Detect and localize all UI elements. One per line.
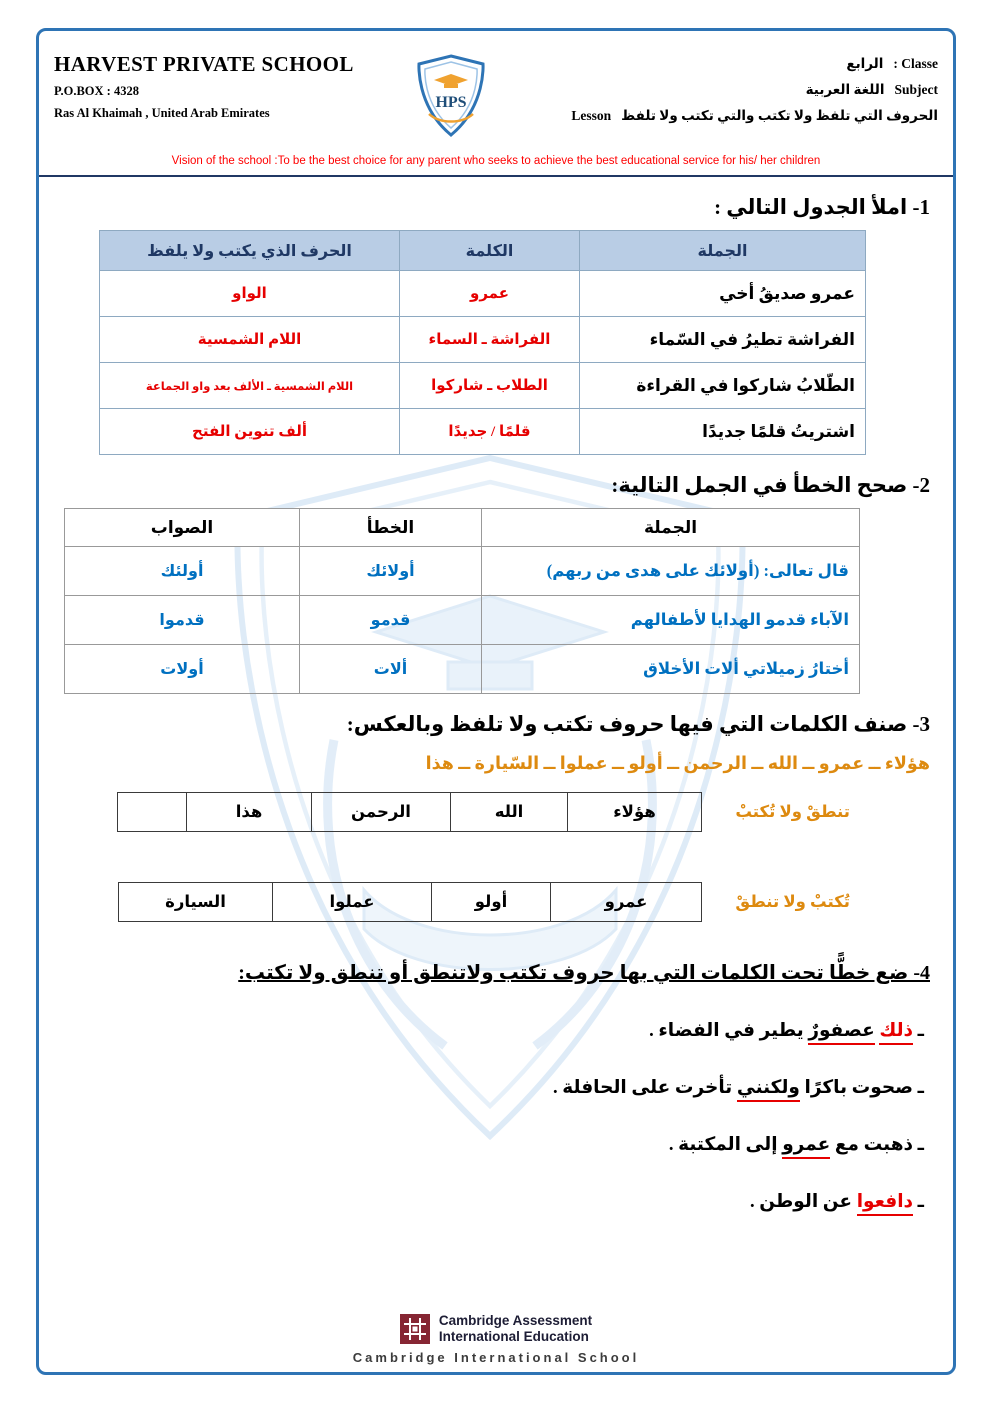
header-divider: [36, 175, 956, 177]
correction-table-header-row: [65, 509, 860, 547]
worksheet-body: [54, 195, 938, 1213]
fill-table-header-row: [100, 231, 866, 271]
section1-title: 1- املأ الجدول التالي :: [714, 195, 930, 219]
classification-cell: السيارة: [118, 882, 273, 922]
word-answer-cell: الفراشة ـ السماء: [400, 317, 580, 363]
word-bank: هؤلاء ــ عمرو ــ الله ــ الرحمن ــ أولو ــ عملوا ــ السّيارة ــ هذا: [425, 753, 930, 773]
letter-answer-cell: ألف تنوين الفتح: [100, 409, 400, 455]
correction-cell: قدموا: [65, 596, 300, 645]
fill-table-row: [100, 271, 866, 317]
sentence-cell: قال تعالى: (أولائك على هدى من ربهم): [482, 547, 860, 596]
sentence-cell: الفراشة تطيرُ في السّماء: [580, 317, 866, 363]
sentence-text: ـ: [913, 1192, 924, 1212]
classification-cell: الله: [450, 792, 568, 832]
fill-table-row: [100, 363, 866, 409]
correction-table-row: [65, 596, 860, 645]
school-pobox: P.O.BOX : 4328: [54, 84, 139, 98]
subject-value: اللغة العربية: [805, 82, 885, 97]
underlined-word: دافعوا: [857, 1192, 913, 1216]
pronounced-not-written-label: تنطقْ ولا تُكتبْ: [735, 802, 850, 821]
classification-cell: هذا: [186, 792, 312, 832]
correction-cell: أولات: [65, 645, 300, 694]
pronounced-not-written-row: [54, 792, 854, 832]
worksheet-content: [36, 28, 956, 1375]
correction-table-row: [65, 645, 860, 694]
letter-answer-cell: اللام الشمسية ـ الألف بعد واو الجماعة: [100, 363, 400, 409]
section4-title: 4- ضع خطًّا تحت الكلمات التي بها حروف تكتب ولاتنطق أو تنطق ولا تكتب:: [238, 962, 930, 984]
cambridge-line1: Cambridge Assessment: [438, 1312, 593, 1328]
subject-line: [538, 82, 938, 98]
section2-title: 2- صحح الخطأ في الجمل التالية:: [611, 473, 930, 497]
correction-table-column-header: الخطأ: [300, 509, 482, 547]
classification-cell: أولو: [431, 882, 551, 922]
word-answer-cell: عمرو: [400, 271, 580, 317]
fill-table-column-header: الجملة: [580, 231, 866, 271]
written-not-pronounced-cells: [118, 882, 702, 922]
classification-cell: عمرو: [550, 882, 702, 922]
sentence-text: تأخرت على الحافلة .: [553, 1078, 737, 1098]
fill-table-row: [100, 317, 866, 363]
fill-table: [99, 230, 866, 455]
sentence-text: عن الوطن .: [749, 1192, 857, 1212]
class-info: [538, 52, 938, 124]
fill-table-column-header: الكلمة: [400, 231, 580, 271]
school-info: [54, 52, 364, 121]
correction-table: [64, 508, 860, 694]
underlined-word: ولكنني: [737, 1078, 800, 1102]
lesson-label: Lesson: [571, 108, 612, 123]
underlined-word: عمرو: [782, 1135, 830, 1159]
classe-value: الرابع: [846, 56, 884, 71]
school-name: HARVEST PRIVATE SCHOOL: [54, 52, 354, 76]
fill-table-column-header: الحرف الذي يكتب ولا يلفظ: [100, 231, 400, 271]
sentence-cell: اشتريتُ قلمًا جديدًا: [580, 409, 866, 455]
classification-cell: هؤلاء: [567, 792, 702, 832]
written-not-pronounced-row: [54, 882, 854, 922]
letter-answer-cell: اللام الشمسية: [100, 317, 400, 363]
cambridge-logo: [400, 1313, 592, 1345]
underline-exercise: [54, 1020, 938, 1213]
sentence-cell: الطّلابُ شاركوا في القراءة: [580, 363, 866, 409]
letter-answer-cell: الواو: [100, 271, 400, 317]
lesson-line: [538, 108, 938, 124]
fill-table-row: [100, 409, 866, 455]
correction-table-column-header: الجملة: [482, 509, 860, 547]
underlined-word: ذلك: [879, 1021, 913, 1045]
error-cell: أولائك: [300, 547, 482, 596]
pronounced-not-written-cells: [117, 792, 702, 832]
classification-empty-cell: [117, 792, 187, 832]
sentence-text: ـ صحوت باكرًا: [799, 1078, 924, 1098]
school-address: Ras Al Khaimah , United Arab Emirates: [54, 106, 270, 120]
sentence-text: ـ: [913, 1021, 924, 1041]
lesson-value: الحروف التي تلفظ ولا تكتب والتي تكتب ولا تلفظ: [621, 108, 938, 123]
school-logo: [415, 54, 487, 143]
header: [54, 42, 938, 143]
underline-exercise-sentence: [54, 1020, 924, 1042]
error-cell: ألات: [300, 645, 482, 694]
section3-title: 3- صنف الكلمات التي فيها حروف تكتب ولا تلفظ وبالعكس:: [346, 712, 930, 736]
correction-table-column-header: الصواب: [65, 509, 300, 547]
sentence-cell: الآباء قدمو الهدايا لأطفالهم: [482, 596, 860, 645]
classification-cell: الرحمن: [311, 792, 451, 832]
underlined-word: عصفورٌ: [808, 1021, 874, 1045]
subject-label: Subject: [894, 82, 938, 97]
underline-exercise-sentence: [54, 1191, 924, 1213]
sentence-cell: أختارُ زميلاتي ألات الأخلاق: [482, 645, 860, 694]
error-cell: قدمو: [300, 596, 482, 645]
logo-monogram: HPS: [435, 94, 467, 111]
cambridge-logo-icon: [400, 1314, 430, 1344]
correction-cell: أولئك: [65, 547, 300, 596]
cambridge-school-line: Cambridge International School: [352, 1350, 640, 1365]
classification-cell: عملوا: [272, 882, 432, 922]
sentence-text: إلى المكتبة .: [668, 1135, 783, 1155]
classe-label: Classe :: [893, 56, 938, 71]
written-not-pronounced-label: تُكتبْ ولا تنطقْ: [735, 892, 850, 911]
sentence-text: يطير في الفضاء .: [649, 1021, 809, 1041]
footer: [36, 1313, 956, 1365]
word-answer-cell: الطلاب ـ شاركوا: [400, 363, 580, 409]
sentence-cell: عمرو صديقُ أخي: [580, 271, 866, 317]
word-answer-cell: قلمًا / جديدًا: [400, 409, 580, 455]
cambridge-logo-text: [439, 1313, 592, 1345]
correction-table-row: [65, 547, 860, 596]
school-logo-shield-icon: [415, 54, 487, 138]
underline-exercise-sentence: [54, 1077, 924, 1099]
underline-exercise-sentence: [54, 1134, 924, 1156]
vision-statement: Vision of the school :To be the best choice for any parent who seeks to achieve the best educational service for his/ her children: [171, 155, 821, 167]
sentence-text: ـ ذهبت مع: [830, 1135, 924, 1155]
classe-line: [538, 56, 938, 72]
cambridge-line2: International Education: [438, 1328, 589, 1344]
